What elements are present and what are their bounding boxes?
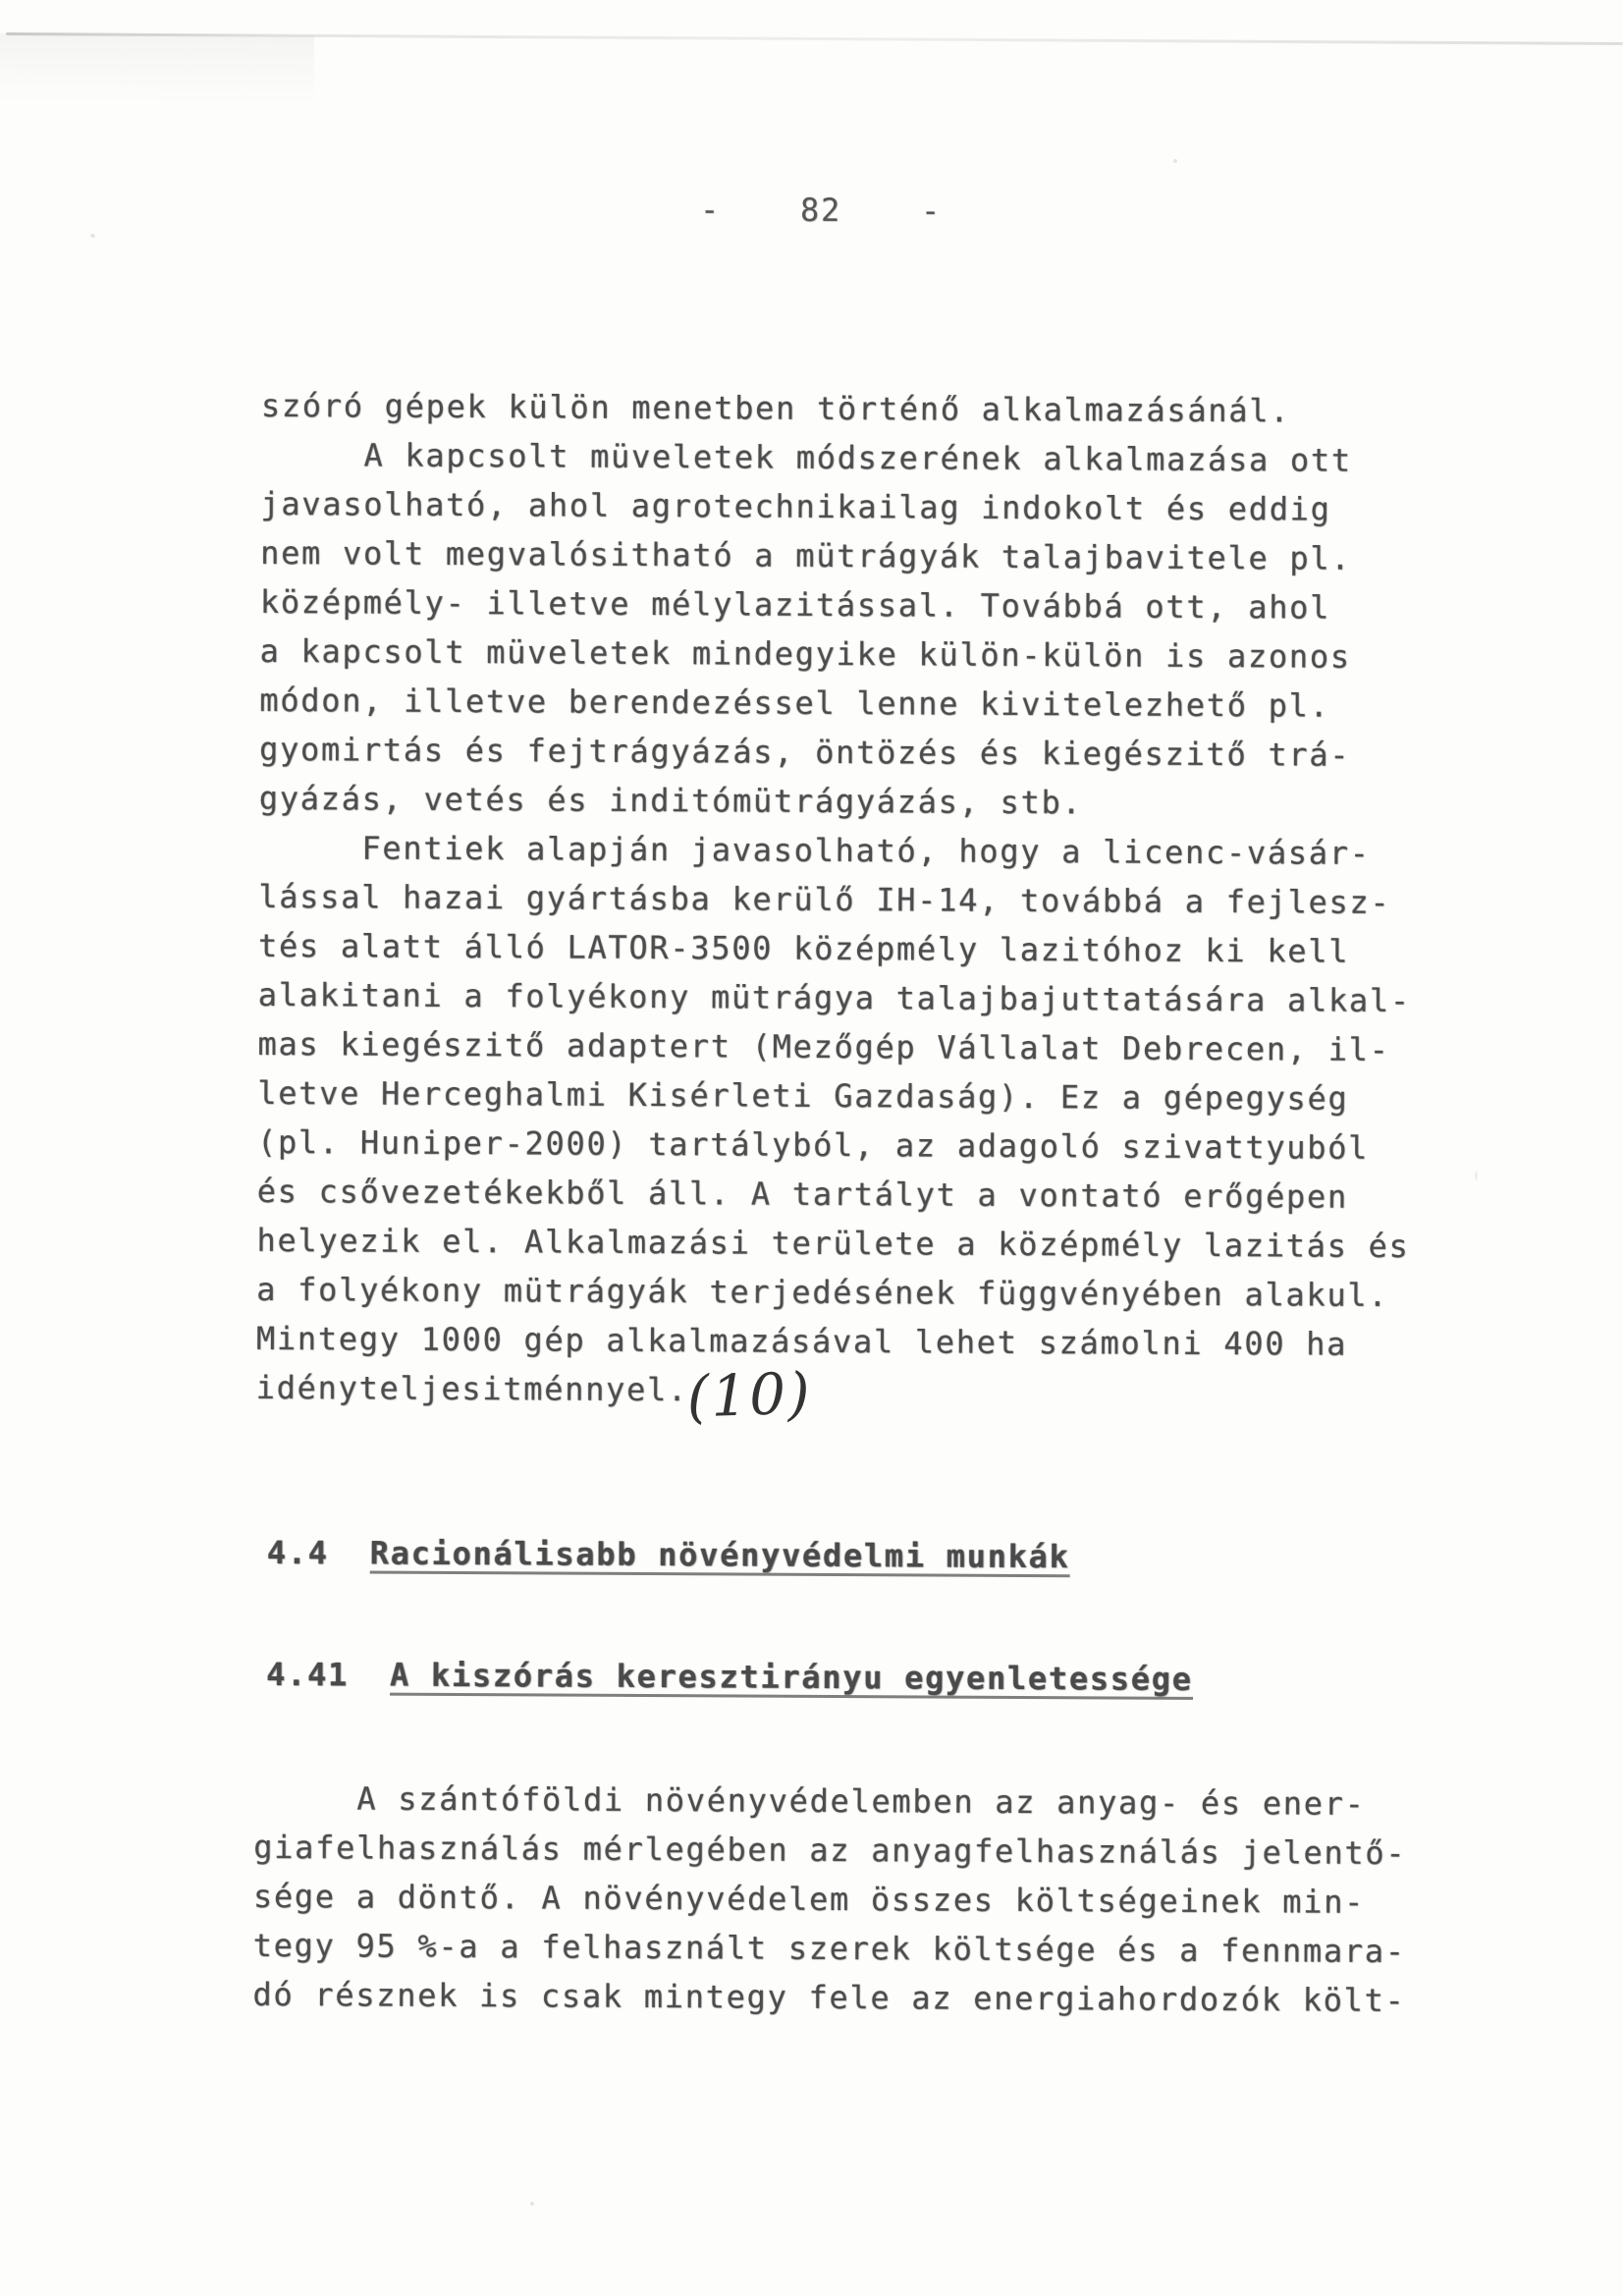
page-header-dash-right: -	[920, 191, 943, 230]
body-paragraph-2: A szántóföldi növényvédelemben az anyag- és ener- giafelhasználás mérlegében az anyagfelhasználás jelentő- sége a döntő. A növényvédelem összes költségeinek min- tegy 95 %-a a felhasznált szerek költsége és a fennmara- dó résznek is csak mintegy fele az energiahordozók költ-	[252, 1778, 1407, 2020]
handwritten-citation: (10)	[685, 1359, 813, 1431]
page-number: 82	[799, 191, 842, 230]
section-heading-4-4	[266, 1533, 1070, 1577]
section-title: Racionálisabb növényvédelmi munkák	[369, 1534, 1070, 1576]
page-header-dash-left: -	[699, 191, 722, 229]
body-paragraph-1: szóró gépek külön menetben történő alkalmazásánál. A kapcsolt müveletek módszerének alkalmazása ott javasolható, ahol agrotechnikailag indokolt és eddig nem volt megvalósitható a mütrágyák talajbavitele pl. középmély- illetve mélylazitással. Továbbá ott, ahol a kapcsolt müveletek mindegyike külön-külön is azonos módon, illetve berendezéssel lenne kivitelezhető pl. gyomirtás és fejtrágyázás, öntözés és kiegészitő trá- gyázás, vetés és inditómütrágyázás, stb. Fentiek alapján javasolható, hogy a licenc-vásár- lással hazai gyártásba kerülő IH-14, továbbá a fejlesz- tés alatt álló LATOR-3500 középmély lazitóhoz ki kell alakitani a folyékony mütrágya talajbajuttatására alkal- mas kiegészitő adaptert (Mezőgép Vállalat Debrecen, il- letve Herceghalmi Kisérleti Gazdaság). Ez a gépegység (pl. Huniper-2000) tartályból, az adagoló szivattyuból és csővezetékekből áll. A tartályt a vontató erőgépen helyezik el. Alkalmazási területe a középmély lazitás és a folyékony mütrágyák terjedésének függvényében alakul. Mintegy 1000 gép alkalmazásával lehet számolni 400 ha idényteljesitménnyel.	[255, 386, 1411, 1409]
page-header	[700, 191, 942, 229]
section-title: A kiszórás keresztirányu egyenletessége	[389, 1656, 1193, 1698]
section-number: 4.4	[266, 1533, 329, 1572]
section-heading-4-41	[266, 1655, 1193, 1700]
section-number: 4.41	[266, 1655, 350, 1694]
